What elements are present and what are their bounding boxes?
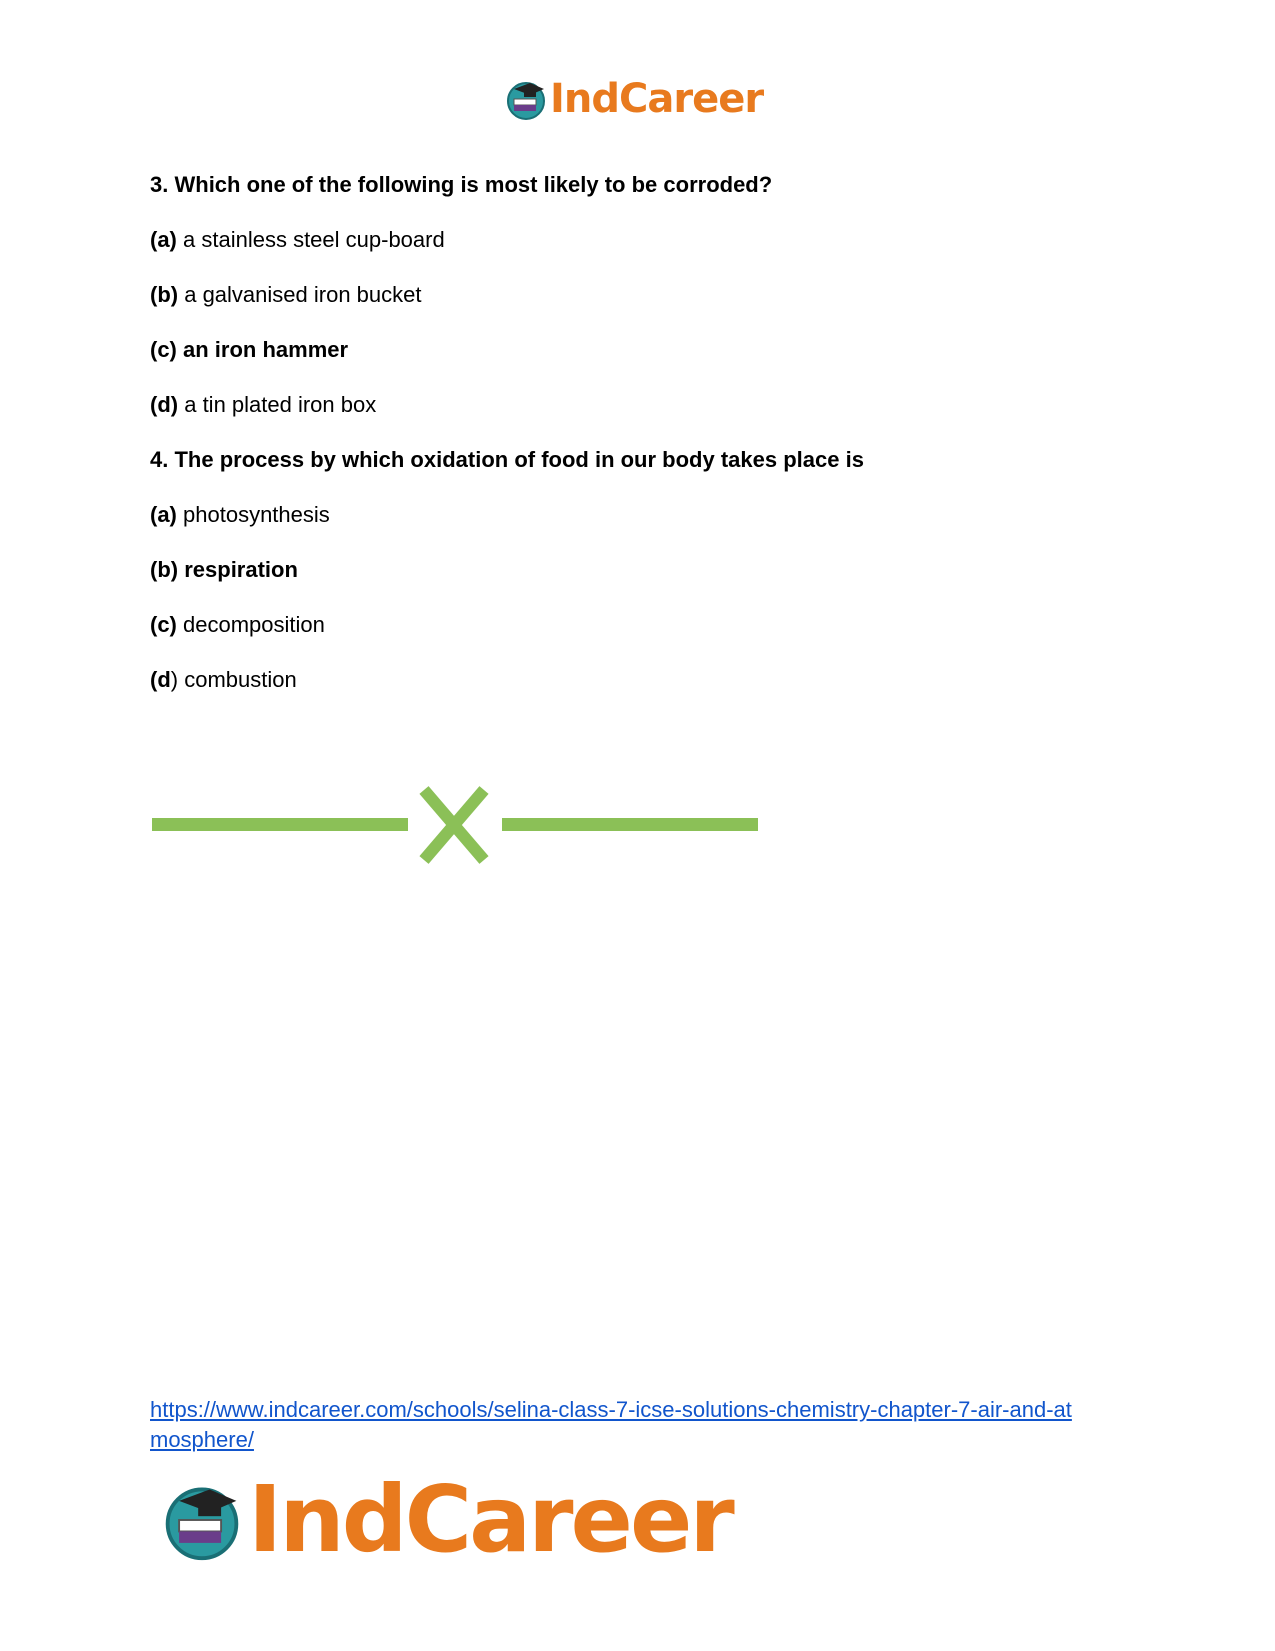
option-label: (a): [150, 502, 177, 527]
graduation-cap-book-globe-icon: [160, 1478, 244, 1562]
option-3b: [150, 282, 1150, 308]
logo-wordmark: IndCareer: [248, 1466, 732, 1573]
option-label: (d): [150, 392, 179, 417]
header-logo: [504, 76, 763, 122]
source-url-link[interactable]: [150, 1395, 1110, 1455]
option-3a: [150, 227, 1150, 253]
option-4b-answer: [150, 557, 1150, 583]
url-line-2[interactable]: mosphere/: [150, 1427, 254, 1452]
option-label-tail: ): [170, 667, 179, 692]
question-text: Which one of the following is most likely to be corroded?: [174, 172, 773, 197]
question-3: [150, 172, 1150, 198]
option-4d: [150, 667, 1150, 693]
graduation-cap-book-globe-icon: [504, 77, 548, 121]
question-number: 4.: [150, 447, 169, 472]
option-text: a stainless steel cup-board: [183, 227, 445, 252]
url-line-1[interactable]: https://www.indcareer.com/schools/selina-class-7-icse-solutions-chemistry-chapter-7-air-and-at: [150, 1397, 1072, 1422]
option-label: (b): [150, 282, 179, 307]
question-4: [150, 447, 1150, 473]
cross-divider-icon: [152, 785, 758, 865]
option-label: (c): [150, 612, 177, 637]
option-3c-answer: [150, 337, 1150, 363]
logo-wordmark: IndCareer: [550, 76, 764, 122]
option-text: an iron hammer: [183, 337, 349, 362]
option-text: decomposition: [183, 612, 325, 637]
option-text: respiration: [184, 557, 298, 582]
option-text: a tin plated iron box: [184, 392, 377, 417]
option-text: a galvanised iron bucket: [184, 282, 422, 307]
option-text: combustion: [184, 667, 297, 692]
option-4c: [150, 612, 1150, 638]
footer-logo: [160, 1466, 732, 1573]
question-number: 3.: [150, 172, 169, 197]
option-label: (d: [150, 667, 171, 692]
question-text: The process by which oxidation of food in our body takes place is: [174, 447, 864, 472]
option-label: (a): [150, 227, 177, 252]
option-label: (c): [150, 337, 177, 362]
document-body: [150, 172, 1150, 722]
option-text: photosynthesis: [183, 502, 330, 527]
option-3d: [150, 392, 1150, 418]
option-label: (b): [150, 557, 179, 582]
option-4a: [150, 502, 1150, 528]
